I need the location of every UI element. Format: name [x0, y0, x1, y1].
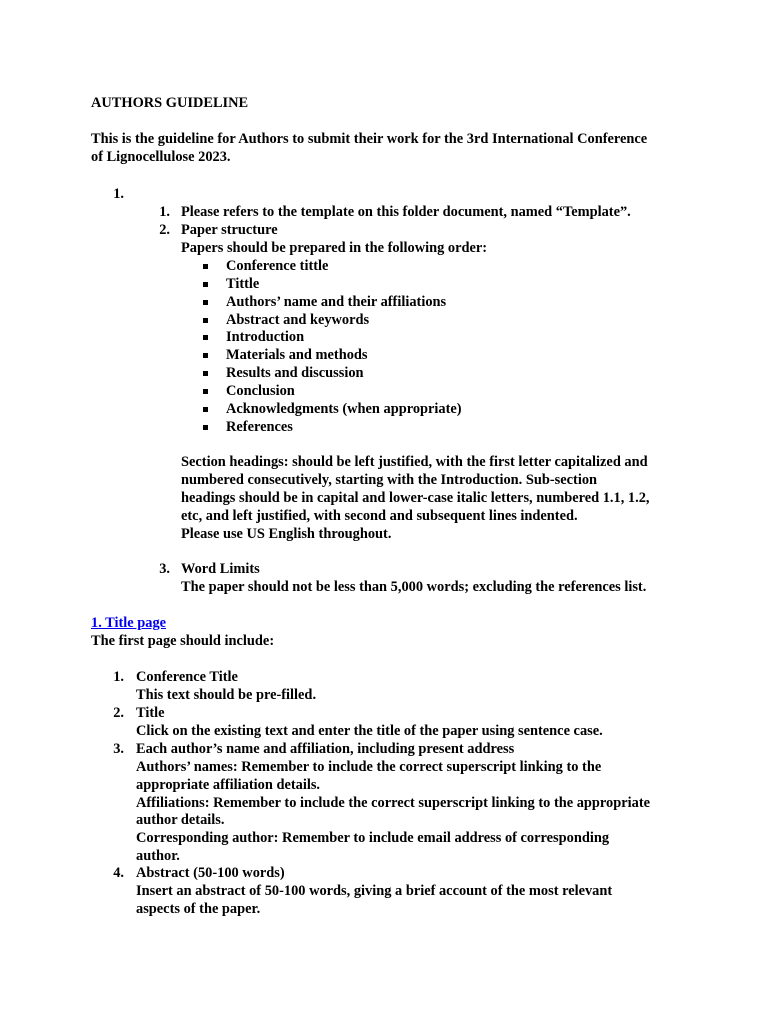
title-page-item: Insert an abstract of 50-100 words, giving a brief account of the most relevant	[136, 883, 613, 899]
bullet-icon	[203, 300, 208, 305]
bullet-icon	[203, 264, 208, 269]
title-page-item: Authors’ names: Remember to include the correct superscript linking to the	[136, 759, 602, 775]
word-limits-text: The paper should not be less than 5,000 words; excluding the references list.	[181, 579, 647, 595]
list-number: 1.	[113, 669, 124, 685]
bullet-icon	[203, 353, 208, 358]
list-number: 2.	[159, 222, 170, 238]
title-page-link[interactable]: 1. Title page	[91, 615, 167, 631]
section-heading-text: etc, and left justified, with second and subsequent lines indented.	[181, 508, 578, 524]
title-page-item: author details.	[136, 812, 225, 828]
list-number: 3.	[113, 741, 124, 757]
title-page-item: Corresponding author: Remember to include email address of corresponding	[136, 830, 610, 846]
bullet-icon	[203, 282, 208, 287]
structure-item: Introduction	[226, 329, 305, 345]
bullet-icon	[203, 389, 208, 394]
list-number: 2.	[113, 705, 124, 721]
intro-line-1: This is the guideline for Authors to submit their work for the 3rd International Conference	[91, 131, 648, 147]
structure-item: Results and discussion	[226, 365, 364, 381]
title-page-item: Conference Title	[136, 669, 238, 685]
bullet-icon	[203, 335, 208, 340]
list-number: 1.	[159, 204, 170, 220]
word-limits-heading: Word Limits	[181, 561, 260, 577]
structure-item: Conference tittle	[226, 258, 329, 274]
template-instruction: Please refers to the template on this folder document, named “Template”.	[181, 204, 631, 220]
bullet-icon	[203, 318, 208, 323]
structure-item: Acknowledgments (when appropriate)	[226, 401, 462, 417]
intro-line-2: of Lignocellulose 2023.	[91, 149, 231, 165]
title-page-item: Click on the existing text and enter the title of the paper using sentence case.	[136, 723, 603, 739]
section-heading-text: Section headings: should be left justified, with the first letter capitalized and	[181, 454, 648, 470]
paper-structure-heading: Paper structure	[181, 222, 278, 238]
section-heading-text: numbered consecutively, starting with the Introduction. Sub-section	[181, 472, 598, 488]
bullet-icon	[203, 425, 208, 430]
title-page-item: Each author’s name and affiliation, including present address	[136, 741, 515, 757]
title-page-item: author.	[136, 848, 180, 864]
structure-item: Conclusion	[226, 383, 295, 399]
title-page-item: aspects of the paper.	[136, 901, 261, 917]
bullet-icon	[203, 407, 208, 412]
section-heading-text: Please use US English throughout.	[181, 526, 392, 542]
structure-item: References	[226, 419, 293, 435]
page-title: AUTHORS GUIDELINE	[91, 95, 249, 111]
paper-structure-lead: Papers should be prepared in the following order:	[181, 240, 488, 256]
structure-item: Abstract and keywords	[226, 312, 370, 328]
structure-item: Tittle	[226, 276, 260, 292]
title-page-intro: The first page should include:	[91, 633, 275, 649]
title-page-item: Affiliations: Remember to include the correct superscript linking to the appropriate	[136, 795, 651, 811]
title-page-item: appropriate affiliation details.	[136, 777, 321, 793]
structure-item: Materials and methods	[226, 347, 368, 363]
outer-list-number: 1.	[113, 186, 124, 202]
list-number: 3.	[159, 561, 170, 577]
list-number: 4.	[113, 865, 124, 881]
title-page-item: Abstract (50-100 words)	[136, 865, 285, 881]
section-heading-text: headings should be in capital and lower-case italic letters, numbered 1.1, 1.2,	[181, 490, 650, 506]
title-page-item: Title	[136, 705, 165, 721]
structure-item: Authors’ name and their affiliations	[226, 294, 447, 310]
title-page-item: This text should be pre-filled.	[136, 687, 317, 703]
bullet-icon	[203, 371, 208, 376]
